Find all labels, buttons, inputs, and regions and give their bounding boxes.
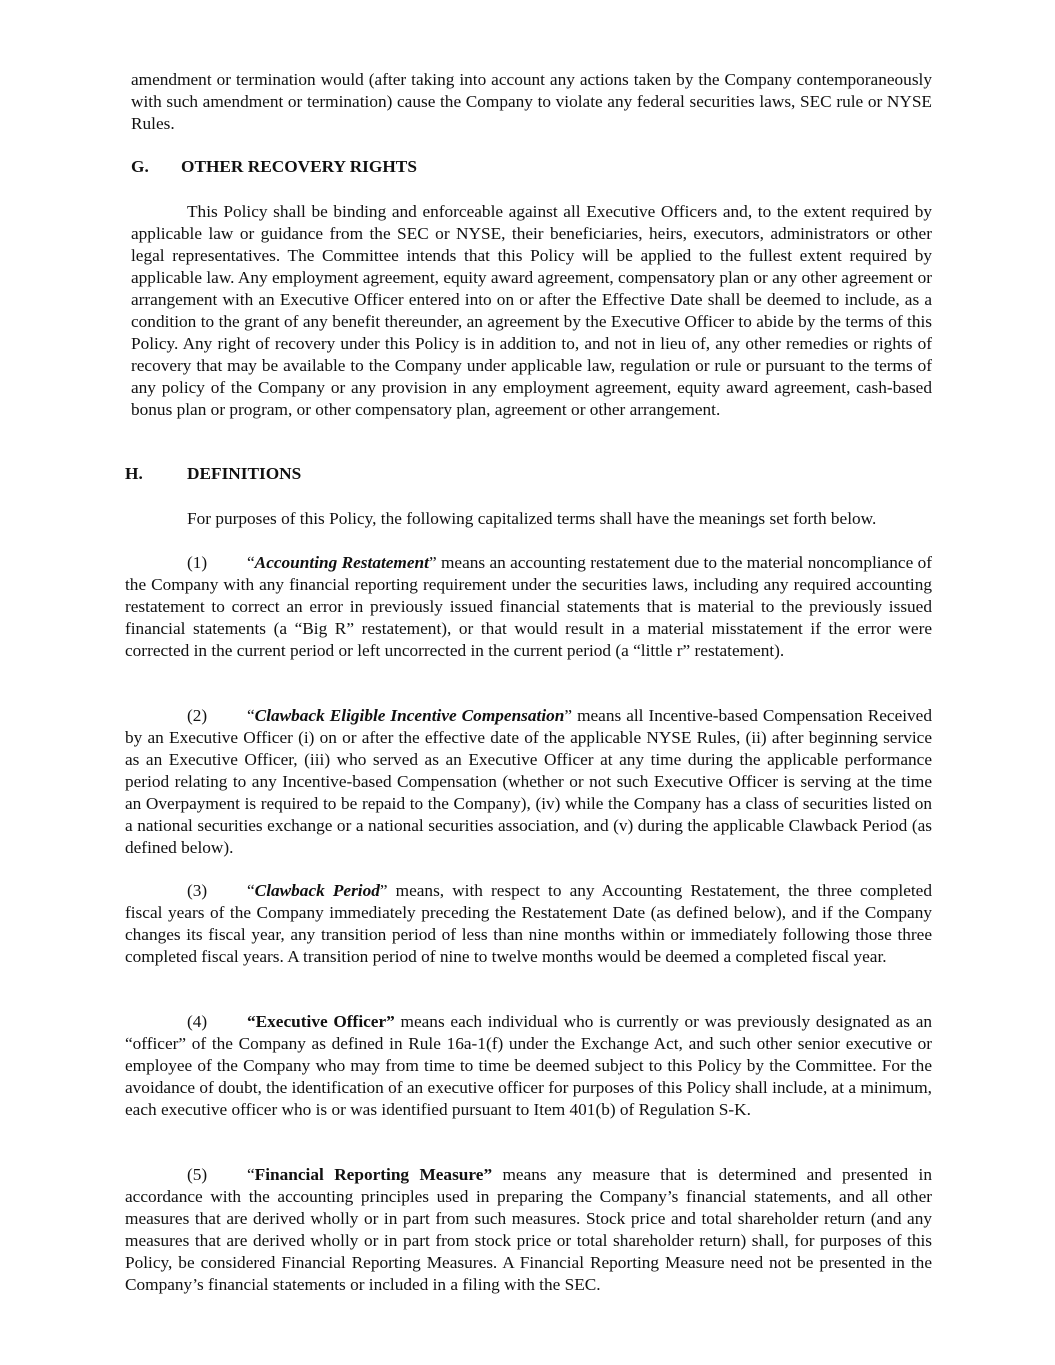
definition-text: means each individual who is currently or was previously designated as an “officer” of the Company as defined in Rule 16a-1(f) under the Exchange Act, and such other senior executive or employee of the Company who may from time to time be deemed subject to this Policy by the Committee. For the avoidance of doubt, the identification of an executive officer for purposes of this Policy shall include, at a minimum, each executive officer who is or was identified pursuant to Item 401(b) of Regulation S-K. xyxy=(125,1012,933,1119)
definition-term: Accounting Restatement xyxy=(254,553,429,572)
definition-term: Clawback Period xyxy=(254,881,380,900)
definition-number: (2) xyxy=(187,706,208,725)
definition-number: (1) xyxy=(187,553,208,572)
definition-text: means all Incentive-based Compensation Received by an Executive Officer (i) on or after the effective date of the applicable NYSE Rules, (ii) after beginning service as an Executive Officer, (iii) who served as an Executive Officer at any time during the applicable performance period relating to any Incentive-based Compensation (whether or not such Executive Officer is serving at the time an Overpayment is required to be repaid to the Company), (iv) while the Company has a class of securities listed on a national securities exchange or a national securities association, and (v) during the applicable Clawback Period (as defined below). xyxy=(125,706,932,857)
section-h-heading xyxy=(125,463,301,485)
definition-text: means, with respect to any Accounting Restatement, the three completed fiscal years of the Company immediately preceding the Restatement Date (as defined below), and if the Company changes its fiscal year, any transition period of less than nine months within or immediately following those three completed fiscal years. A transition period of nine to twelve months would be deemed a completed fiscal year. xyxy=(125,881,932,966)
close-quote: ” xyxy=(379,881,388,900)
intro-paragraph: amendment or termination would (after taking into account any actions taken by the Company contemporaneously with such amendment or termination) cause the Company to violate any federal securities laws, SEC rule or NYSE Rules. xyxy=(131,70,932,133)
section-g-number: G. xyxy=(131,157,149,176)
definition-term: Clawback Eligible Incentive Compensation xyxy=(254,706,565,725)
definition-clawback-eligible-incentive-compensation xyxy=(125,705,932,859)
close-quote: ” xyxy=(428,553,437,572)
definition-text: means any measure that is determined and presented in accordance with the accounting principles used in preparing the Company’s financial statements, and all other measures that are derived wholly or in part from such measures. Stock price and total shareholder return (and any measures that are derived wholly or in part from stock price or total shareholder return) shall, for purposes of this Policy, be considered Financial Reporting Measures. A Financial Reporting Measure need not be presented in the Company’s financial statements or included in a filing with the SEC. xyxy=(125,1165,933,1294)
section-g-body: This Policy shall be binding and enforceable against all Executive Officers and, to the extent required by applicable law or guidance from the SEC or NYSE, their beneficiaries, heirs, executors, administrators or other legal representatives. The Committee intends that this Policy will be applied to the fullest extent required by applicable law. Any employment agreement, equity award agreement, compensatory plan or any other agreement or arrangement with an Executive Officer entered into on or after the Effective Date shall be deemed to include, as a condition to the grant of any benefit thereunder, an agreement by the Executive Officer to abide by the terms of this Policy. Any right of recovery under this Policy is in addition to, and not in lieu of, any other remedies or rights of recovery that may be available to the Company under applicable law, regulation or rule or pursuant to the terms of any policy of the Company or any provision in any employment agreement, equity award agreement, cash-based bonus plan or program, or other compensatory plan, agreement or other arrangement. xyxy=(131,202,932,419)
definition-clawback-period xyxy=(125,880,932,968)
open-quote: “ xyxy=(247,881,255,900)
definition-financial-reporting-measure xyxy=(125,1164,932,1296)
definition-term: “Executive Officer” xyxy=(247,1012,395,1031)
definition-number: (5) xyxy=(187,1165,208,1184)
section-h-title: DEFINITIONS xyxy=(187,464,302,483)
definitions-intro: For purposes of this Policy, the following capitalized terms shall have the meanings set forth below. xyxy=(187,509,877,528)
definition-number: (3) xyxy=(187,881,208,900)
section-g-title: OTHER RECOVERY RIGHTS xyxy=(181,157,417,176)
definition-number: (4) xyxy=(187,1012,208,1031)
open-quote: “ xyxy=(247,1165,255,1184)
definition-text: means an accounting restatement due to the material noncompliance of the Company with any financial reporting requirement under the securities laws, including any required accounting restatement to correct an error in previously issued financial statements that is material to the previously issued financial statements (a “Big R” restatement), or that would result in a material misstatement if the error were corrected in the current period or left uncorrected in the current period (a “little r” restatement). xyxy=(125,553,932,660)
section-g-heading xyxy=(131,156,417,178)
definition-accounting-restatement xyxy=(125,552,932,662)
open-quote: “ xyxy=(247,553,255,572)
definition-executive-officer xyxy=(125,1011,932,1121)
section-h-number: H. xyxy=(125,464,143,483)
close-quote: ” xyxy=(564,706,573,725)
definition-term: Financial Reporting Measure” xyxy=(254,1165,493,1184)
open-quote: “ xyxy=(247,706,255,725)
